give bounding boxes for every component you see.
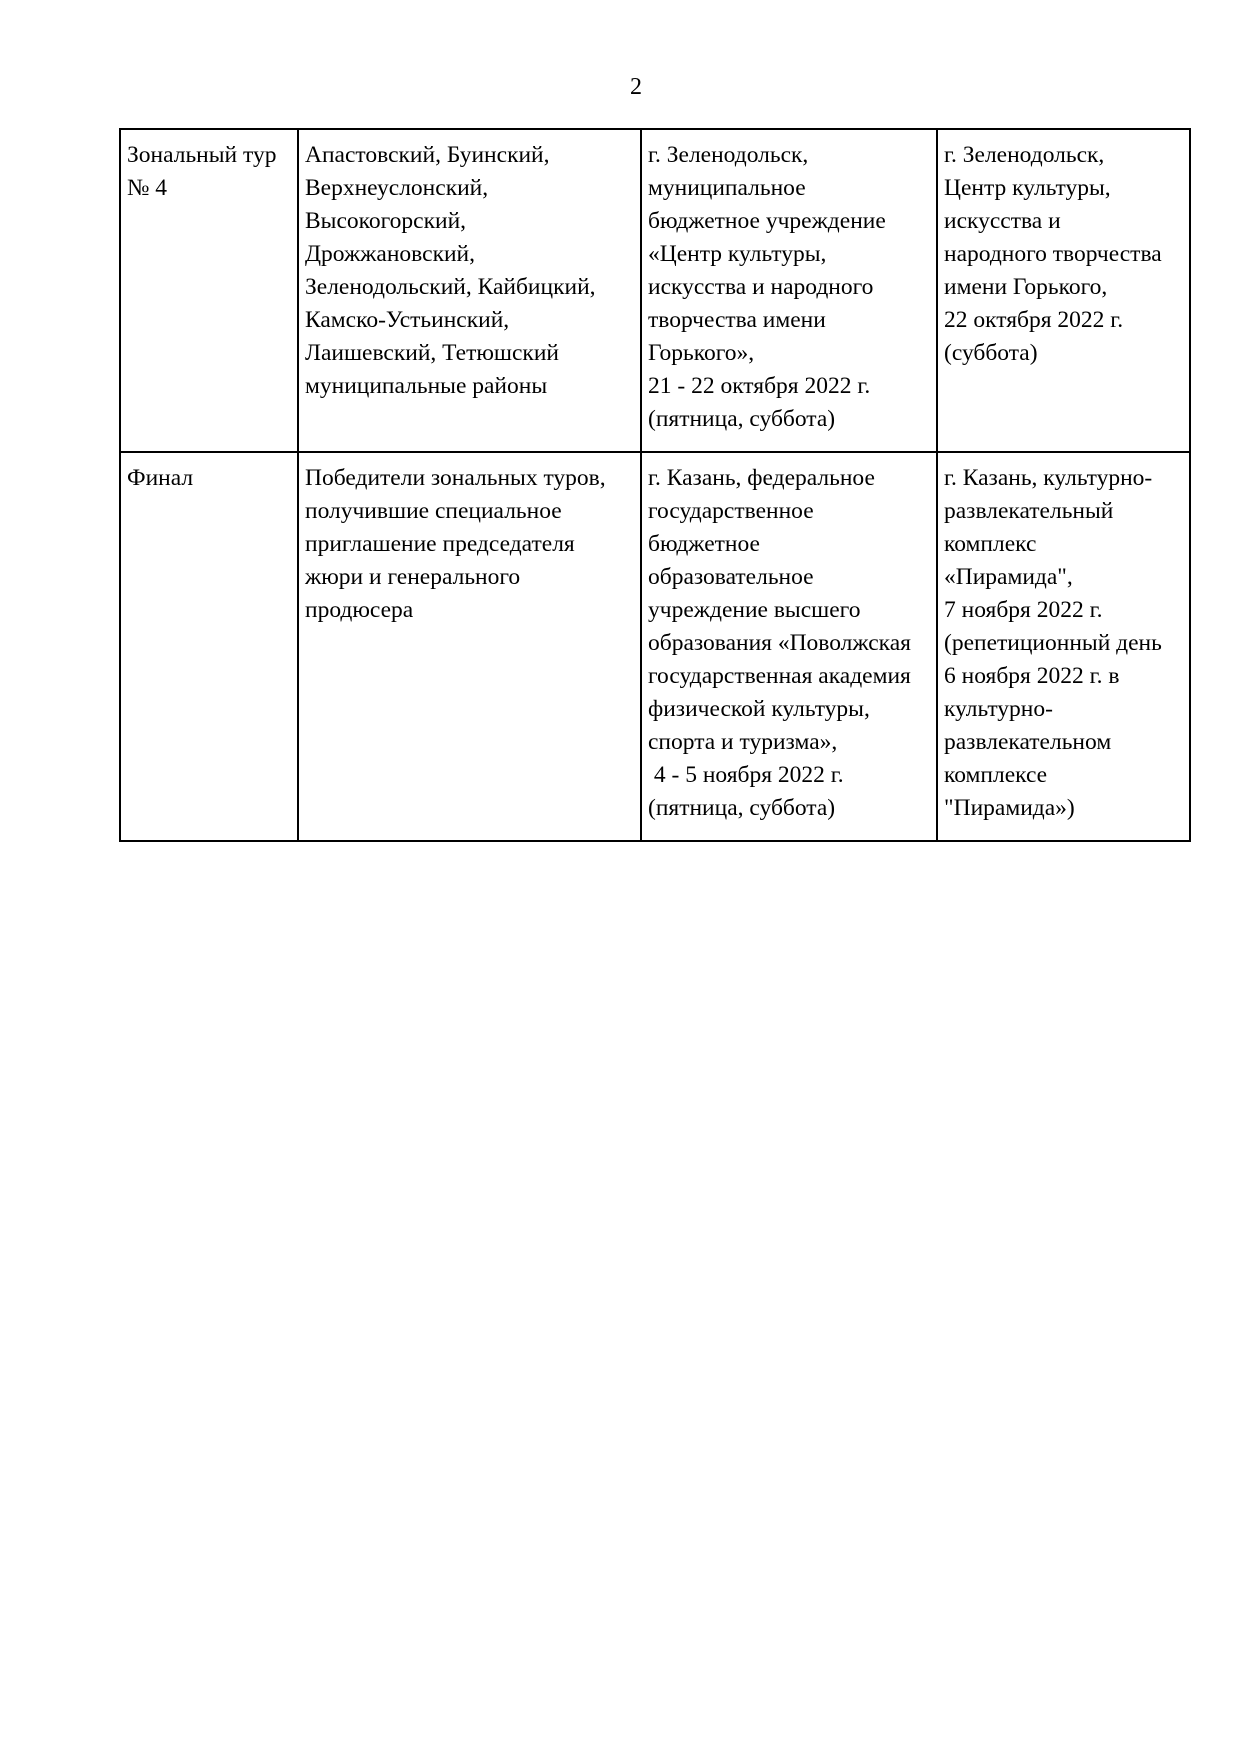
cell-line: 4 - 5 ноября 2022 г. (648, 762, 844, 788)
gala-cell (937, 129, 1190, 452)
cell-line: муниципальное (648, 175, 806, 201)
cell-line: государственная академия (648, 663, 911, 689)
cell-line: учреждение высшего (648, 597, 861, 623)
cell-line: г. Казань, федеральное (648, 465, 875, 491)
cell-line: государственное (648, 498, 814, 524)
cell-line: физической культуры, (648, 696, 870, 722)
cell-line: «Пирамида", (944, 564, 1073, 590)
cell-line: «Центр культуры, (648, 241, 827, 267)
cell-line: искусства и (944, 208, 1061, 234)
cell-line: жюри и генерального (305, 564, 521, 590)
cell-line: Победители зональных туров, (305, 465, 606, 491)
cell-line: Зональный тур (127, 142, 277, 168)
cell-line: развлекательный (944, 498, 1114, 524)
cell-line: г. Зеленодольск, (648, 142, 809, 168)
cell-line: 22 октября 2022 г. (944, 307, 1124, 333)
cell-line: Зеленодольский, Кайбицкий, (305, 274, 596, 300)
cell-line: Лаишевский, Тетюшский (305, 340, 559, 366)
cell-line: образования «Поволжская (648, 630, 911, 656)
cell-line: Дрожжановский, (305, 241, 476, 267)
cell-line: Камско-Устьинский, (305, 307, 510, 333)
table-row (120, 129, 1190, 452)
cell-line: (пятница, суббота) (648, 406, 836, 432)
cell-line: Центр культуры, (944, 175, 1111, 201)
schedule-table (119, 128, 1191, 842)
participants-cell (298, 129, 641, 452)
cell-line: (репетиционный день (944, 630, 1162, 656)
cell-line: развлекательном (944, 729, 1112, 755)
cell-line: муниципальные районы (305, 373, 548, 399)
cell-line: спорта и туризма», (648, 729, 838, 755)
gala-cell (937, 452, 1190, 841)
cell-line: 6 ноября 2022 г. в (944, 663, 1120, 689)
cell-line: бюджетное (648, 531, 760, 557)
stage-cell (120, 452, 298, 841)
cell-line: продюсера (305, 597, 414, 623)
cell-line: Финал (127, 465, 194, 491)
cell-line: образовательное (648, 564, 814, 590)
cell-line: 21 - 22 октября 2022 г. (648, 373, 871, 399)
cell-line: бюджетное учреждение (648, 208, 886, 234)
cell-line: Верхнеуслонский, (305, 175, 489, 201)
cell-line: комплексе (944, 762, 1048, 788)
cell-line: Высокогорский, (305, 208, 467, 234)
cell-line: народного творчества (944, 241, 1162, 267)
cell-line: искусства и народного (648, 274, 874, 300)
cell-line: г. Казань, культурно- (944, 465, 1153, 491)
cell-line: № 4 (127, 175, 168, 201)
cell-line: комплекс (944, 531, 1037, 557)
cell-line: г. Зеленодольск, (944, 142, 1105, 168)
venue-cell (641, 452, 937, 841)
cell-line: культурно- (944, 696, 1053, 722)
cell-line: Апастовский, Буинский, (305, 142, 550, 168)
cell-line: "Пирамида») (944, 795, 1075, 821)
cell-line: 7 ноября 2022 г. (944, 597, 1103, 623)
cell-line: творчества имени (648, 307, 826, 333)
table-row (120, 452, 1190, 841)
cell-line: (суббота) (944, 340, 1038, 366)
cell-line: имени Горького, (944, 274, 1108, 300)
venue-cell (641, 129, 937, 452)
participants-cell (298, 452, 641, 841)
cell-line: приглашение председателя (305, 531, 575, 557)
stage-cell (120, 129, 298, 452)
cell-line: Горького», (648, 340, 755, 366)
cell-line: получившие специальное (305, 498, 562, 524)
cell-line: (пятница, суббота) (648, 795, 836, 821)
page-number: 2 (630, 74, 642, 100)
